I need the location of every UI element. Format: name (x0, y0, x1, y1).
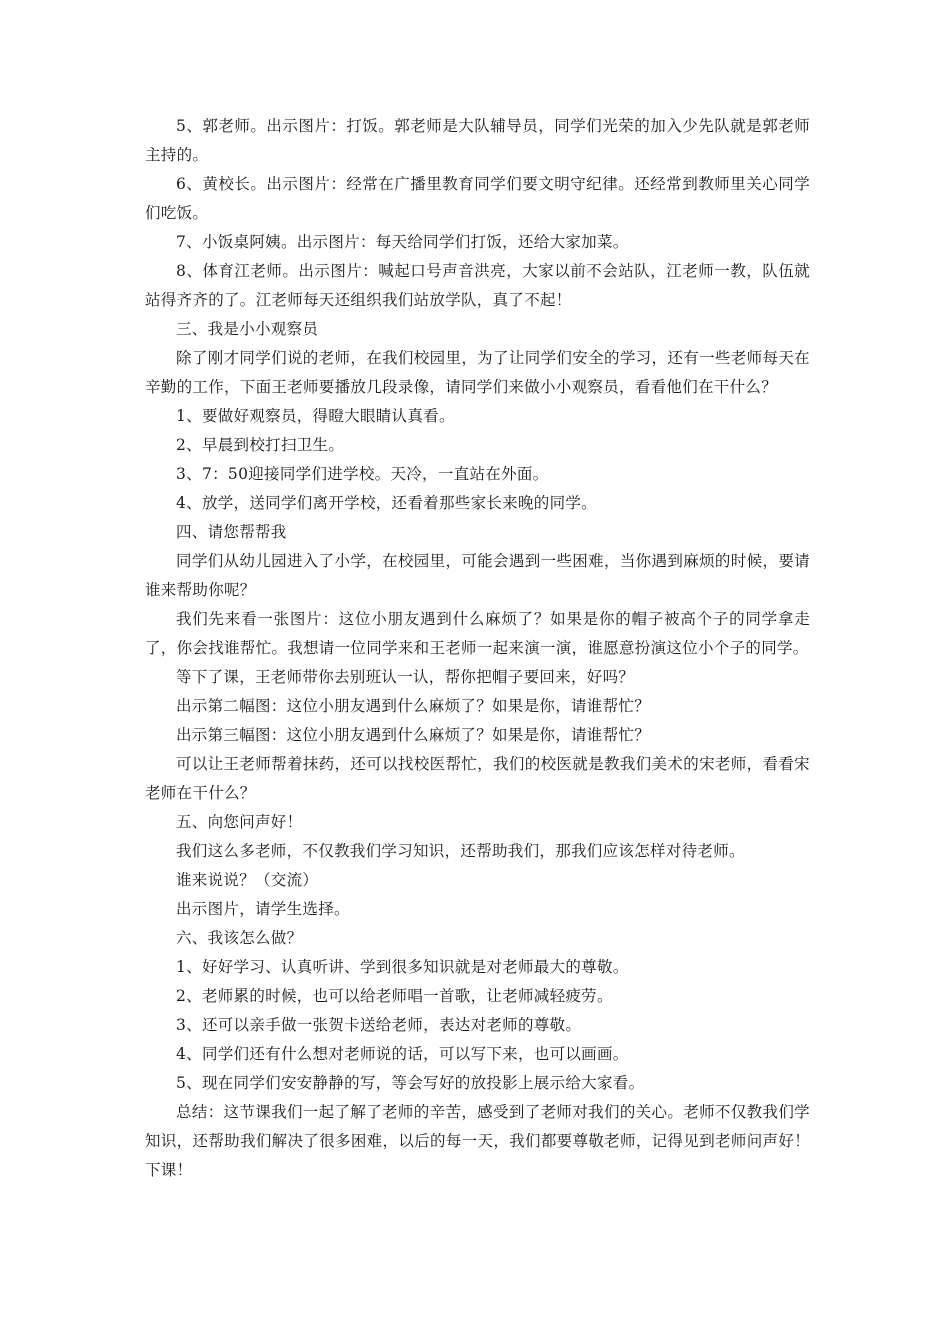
paragraph-item-pe-teacher: 8、体育江老师。出示图片：喊起口号声音洪亮，大家以前不会站队，江老师一教，队伍就站得齐齐的了。江老师每天还组织我们站放学队，真了不起！ (145, 262, 810, 309)
paragraph-item-guo-teacher: 5、郭老师。出示图片：打饭。郭老师是大队辅导员，同学们光荣的加入少先队就是郭老师主持的。 (145, 117, 810, 164)
paragraph-greeting-intro: 我们这么多老师，不仅教我们学习知识，还帮助我们，那我们应该怎样对待老师。 (176, 842, 745, 860)
paragraph-help-picture-1: 我们先来看一张图片：这位小朋友遇到什么麻烦了？如果是你的帽子被高个子的同学拿走了，你会找谁帮忙。我想请一位同学来和王老师一起来演一演，谁愿意扮演这位小个子的同学。 (145, 610, 810, 657)
paragraph-item-principal-huang: 6、黄校长。出示图片：经常在广播里教育同学们要文明守纪律。还经常到教师里关心同学们吃饭。 (145, 175, 810, 222)
paragraph-greeting-choose: 出示图片，请学生选择。 (176, 900, 350, 918)
paragraph-todo-item-1: 1、好好学习、认真听讲、学到很多知识就是对老师最大的尊敬。 (176, 958, 629, 976)
paragraph-observer-item-3: 3、7：50迎接同学们进学校。天冷，一直站在外面。 (176, 465, 549, 483)
paragraph-todo-item-2: 2、老师累的时候，也可以给老师唱一首歌，让老师减轻疲劳。 (176, 987, 613, 1005)
paragraph-observer-item-4: 4、放学，送同学们离开学校，还看着那些家长来晚的同学。 (176, 494, 597, 512)
paragraph-observer-intro: 除了刚才同学们说的老师，在我们校园里，为了让同学们安全的学习，还有一些老师每天在辛勤的工作，下面王老师要播放几段录像，请同学们来做小小观察员，看看他们在干什么？ (145, 349, 810, 396)
paragraph-todo-item-5: 5、现在同学们安安静静的写，等会写好的放投影上展示给大家看。 (176, 1074, 645, 1092)
paragraph-todo-item-3: 3、还可以亲手做一张贺卡送给老师，表达对老师的尊敬。 (176, 1016, 582, 1034)
paragraph-help-intro: 同学们从幼儿园进入了小学，在校园里，可能会遇到一些困难，当你遇到麻烦的时候，要请谁来帮助你呢？ (145, 552, 810, 599)
paragraph-observer-item-2: 2、早晨到校打扫卫生。 (176, 436, 345, 454)
section-heading-what-to-do: 六、我该怎么做？ (176, 929, 303, 947)
paragraph-observer-item-1: 1、要做好观察员，得瞪大眼睛认真看。 (176, 407, 455, 425)
paragraph-help-picture-2: 出示第二幅图：这位小朋友遇到什么麻烦了？如果是你，请谁帮忙？ (176, 697, 651, 715)
section-heading-greeting: 五、向您问声好！ (176, 813, 303, 831)
paragraph-help-after-class: 等下了课，王老师带你去别班认一认，帮你把帽子要回来，好吗？ (176, 668, 635, 686)
paragraph-greeting-discuss: 谁来说说？（交流） (176, 871, 319, 889)
document-body (145, 112, 810, 1185)
paragraph-item-lunch-auntie: 7、小饭桌阿姨。出示图片：每天给同学们打饭，还给大家加菜。 (176, 233, 629, 251)
section-heading-observer: 三、我是小小观察员 (176, 320, 319, 338)
paragraph-summary: 总结：这节课我们一起了解了老师的辛苦，感受到了老师对我们的关心。老师不仅教我们学知识，还帮助我们解决了很多困难，以后的每一天，我们都要尊敬老师，记得见到老师问声好！下课！ (145, 1103, 810, 1179)
paragraph-todo-item-4: 4、同学们还有什么想对老师说的话，可以写下来，也可以画画。 (176, 1045, 629, 1063)
paragraph-help-school-doctor: 可以让王老师帮着抹药，还可以找校医帮忙，我们的校医就是教我们美术的宋老师，看看宋老师在干什么？ (145, 755, 810, 802)
paragraph-help-picture-3: 出示第三幅图：这位小朋友遇到什么麻烦了？如果是你，请谁帮忙？ (176, 726, 651, 744)
section-heading-help-me: 四、请您帮帮我 (176, 523, 287, 541)
